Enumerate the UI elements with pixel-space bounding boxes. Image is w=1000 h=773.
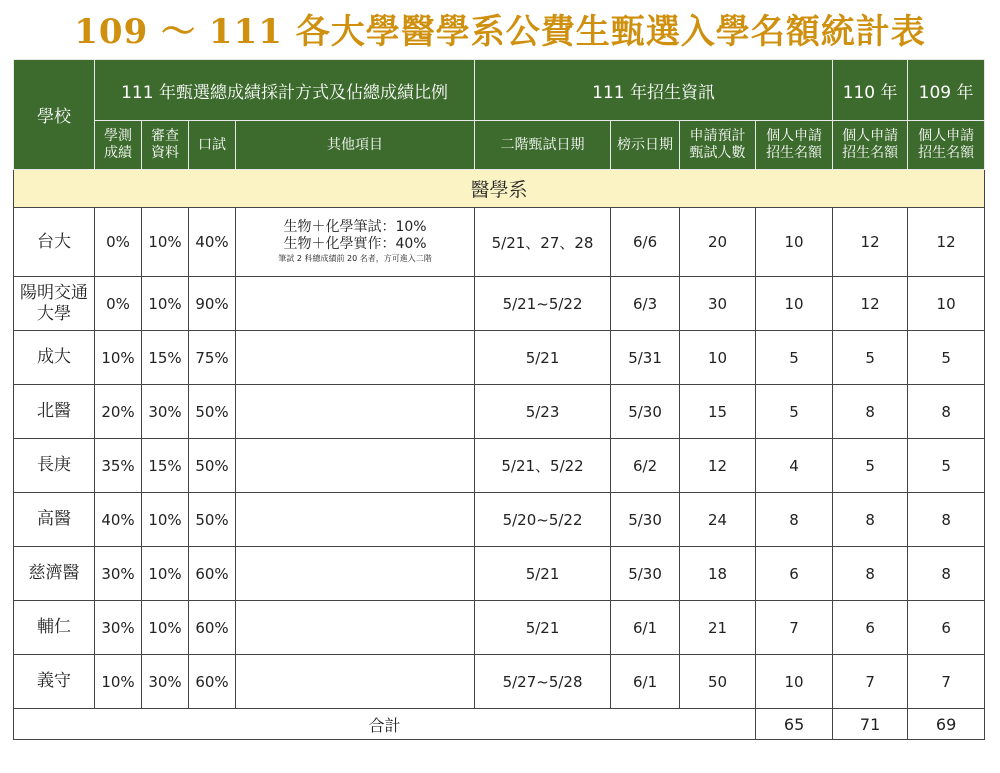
header-expected: 申請預計 甄試人數: [680, 121, 756, 170]
q111-cell: 4: [756, 439, 833, 493]
q109-cell: 5: [908, 439, 985, 493]
result-cell: 6/1: [611, 655, 680, 709]
school-cell: 陽明交通大學: [14, 277, 95, 331]
other-cell: [236, 439, 475, 493]
review-cell: 10%: [142, 601, 189, 655]
q111-cell: 10: [756, 655, 833, 709]
oral-cell: 60%: [189, 601, 236, 655]
other-line: 生物＋化學筆試：10%: [283, 219, 427, 235]
expected-cell: 10: [680, 331, 756, 385]
school-cell: 義守: [14, 655, 95, 709]
review-cell: 15%: [142, 331, 189, 385]
q110-cell: 8: [833, 385, 908, 439]
q109-cell: 8: [908, 547, 985, 601]
review-cell: 10%: [142, 208, 189, 277]
q110-cell: 8: [833, 493, 908, 547]
oral-cell: 50%: [189, 493, 236, 547]
total-label: 合計: [14, 709, 756, 740]
oral-cell: 50%: [189, 385, 236, 439]
q109-cell: 5: [908, 331, 985, 385]
oral-cell: 50%: [189, 439, 236, 493]
table-row: [14, 493, 985, 547]
q110-cell: 5: [833, 331, 908, 385]
q111-cell: 7: [756, 601, 833, 655]
oral-cell: 40%: [189, 208, 236, 277]
stage2-cell: 5/21、27、28: [475, 208, 611, 277]
q110-cell: 8: [833, 547, 908, 601]
result-cell: 6/2: [611, 439, 680, 493]
q109-cell: 12: [908, 208, 985, 277]
page-title: 109 ～ 111 各大學醫學系公費生甄選入學名額統計表: [74, 12, 926, 52]
school-cell: 輔仁: [14, 601, 95, 655]
header-quota111: 個人申請 招生名額: [756, 121, 833, 170]
q110-cell: 12: [833, 277, 908, 331]
expected-cell: 24: [680, 493, 756, 547]
q110-cell: 12: [833, 208, 908, 277]
total-q110: 71: [833, 709, 908, 740]
expected-cell: 21: [680, 601, 756, 655]
review-cell: 10%: [142, 493, 189, 547]
header-other: 其他項目: [236, 121, 475, 170]
expected-cell: 50: [680, 655, 756, 709]
q111-cell: 6: [756, 547, 833, 601]
review-cell: 15%: [142, 439, 189, 493]
review-cell: 30%: [142, 655, 189, 709]
header-result-date: 榜示日期: [611, 121, 680, 170]
other-cell: [236, 547, 475, 601]
header-year110: 110 年: [833, 60, 908, 121]
q111-cell: 5: [756, 331, 833, 385]
school-cell: 北醫: [14, 385, 95, 439]
table-header: [14, 60, 985, 170]
table-row: [14, 385, 985, 439]
oral-cell: 60%: [189, 547, 236, 601]
expected-cell: 15: [680, 385, 756, 439]
expected-cell: 30: [680, 277, 756, 331]
school-cell: 慈濟醫: [14, 547, 95, 601]
stage2-cell: 5/20~5/22: [475, 493, 611, 547]
total-q109: 69: [908, 709, 985, 740]
review-cell: 10%: [142, 277, 189, 331]
table-row: [14, 655, 985, 709]
result-cell: 5/30: [611, 493, 680, 547]
stage2-cell: 5/21~5/22: [475, 277, 611, 331]
table-row: [14, 439, 985, 493]
q109-cell: 6: [908, 601, 985, 655]
header-school: 學校: [14, 60, 95, 170]
header-group-info: 111 年招生資訊: [475, 60, 833, 121]
oral-cell: 75%: [189, 331, 236, 385]
total-row: [14, 709, 985, 740]
oral-cell: 90%: [189, 277, 236, 331]
stage2-cell: 5/21: [475, 601, 611, 655]
total-q111: 65: [756, 709, 833, 740]
table-row: [14, 601, 985, 655]
table-row: [14, 208, 985, 277]
expected-cell: 12: [680, 439, 756, 493]
test-cell: 10%: [95, 331, 142, 385]
result-cell: 6/1: [611, 601, 680, 655]
table-body: [14, 170, 985, 740]
other-cell: [236, 493, 475, 547]
table-row: [14, 277, 985, 331]
header-group-method: 111 年甄選總成績採計方式及佔總成績比例: [95, 60, 475, 121]
stage2-cell: 5/23: [475, 385, 611, 439]
school-cell: 長庚: [14, 439, 95, 493]
q111-cell: 10: [756, 208, 833, 277]
header-quota110: 個人申請 招生名額: [833, 121, 908, 170]
result-cell: 5/30: [611, 385, 680, 439]
section-label: 醫學系: [14, 170, 985, 208]
review-cell: 30%: [142, 385, 189, 439]
header-oral: 口試: [189, 121, 236, 170]
other-cell: [236, 385, 475, 439]
other-cell: [236, 208, 475, 277]
test-cell: 30%: [95, 601, 142, 655]
other-line: 生物＋化學實作：40%: [283, 236, 427, 252]
stage2-cell: 5/27~5/28: [475, 655, 611, 709]
result-cell: 6/6: [611, 208, 680, 277]
review-cell: 10%: [142, 547, 189, 601]
stage2-cell: 5/21: [475, 331, 611, 385]
school-cell: 成大: [14, 331, 95, 385]
other-cell: [236, 277, 475, 331]
stage2-cell: 5/21、5/22: [475, 439, 611, 493]
quota-table: [13, 59, 985, 740]
test-cell: 40%: [95, 493, 142, 547]
table-row: [14, 547, 985, 601]
q109-cell: 8: [908, 385, 985, 439]
other-cell: [236, 655, 475, 709]
expected-cell: 18: [680, 547, 756, 601]
result-cell: 5/31: [611, 331, 680, 385]
q109-cell: 8: [908, 493, 985, 547]
q109-cell: 10: [908, 277, 985, 331]
oral-cell: 60%: [189, 655, 236, 709]
header-year109: 109 年: [908, 60, 985, 121]
test-cell: 0%: [95, 208, 142, 277]
header-test-score: 學測 成績: [95, 121, 142, 170]
table-row: [14, 331, 985, 385]
q110-cell: 5: [833, 439, 908, 493]
school-cell: 台大: [14, 208, 95, 277]
expected-cell: 20: [680, 208, 756, 277]
other-note: 筆試 2 科總成績前 20 名者，方可進入二階: [278, 254, 432, 263]
other-cell: [236, 331, 475, 385]
q109-cell: 7: [908, 655, 985, 709]
test-cell: 35%: [95, 439, 142, 493]
q111-cell: 10: [756, 277, 833, 331]
test-cell: 20%: [95, 385, 142, 439]
result-cell: 5/30: [611, 547, 680, 601]
q111-cell: 5: [756, 385, 833, 439]
header-quota109: 個人申請 招生名額: [908, 121, 985, 170]
school-cell: 高醫: [14, 493, 95, 547]
other-cell: [236, 601, 475, 655]
header-review: 審查 資料: [142, 121, 189, 170]
header-stage2-date: 二階甄試日期: [475, 121, 611, 170]
q110-cell: 7: [833, 655, 908, 709]
test-cell: 30%: [95, 547, 142, 601]
result-cell: 6/3: [611, 277, 680, 331]
q110-cell: 6: [833, 601, 908, 655]
q111-cell: 8: [756, 493, 833, 547]
test-cell: 0%: [95, 277, 142, 331]
stage2-cell: 5/21: [475, 547, 611, 601]
test-cell: 10%: [95, 655, 142, 709]
